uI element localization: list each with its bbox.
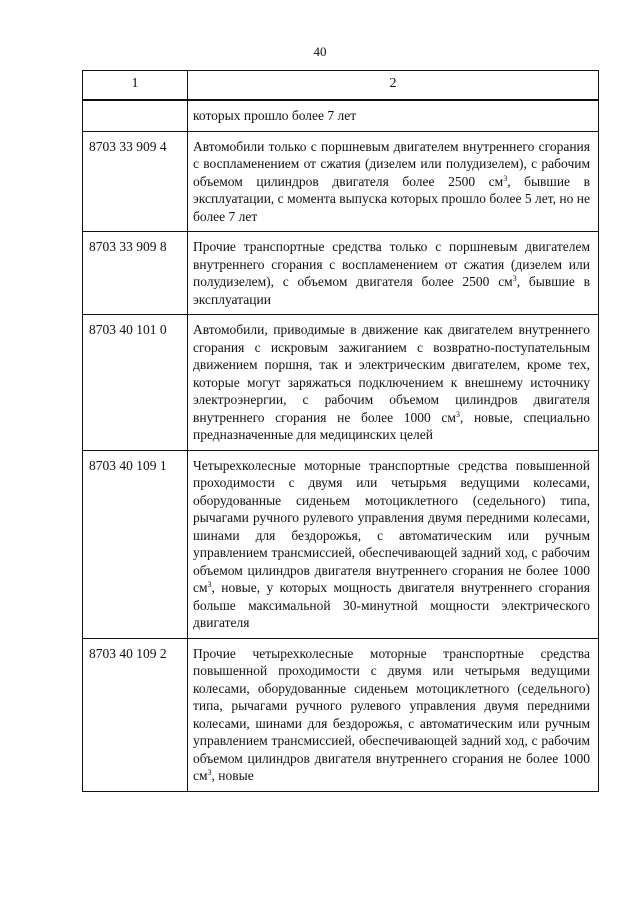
- table-row: [83, 450, 599, 638]
- row-text: Прочие четырехколесные моторные транспортные средства повышенной проходимости с двумя или четырьмя ведущими колесами, оборудованные сиденьем мотоциклетного (седельного) типа, рычагами ручного рулевого управления двумя передними колесами, шинами для бездорожья, с автоматическим или ручным управлением трансмиссией, обеспечивающей задний ход, с рабочим объемом цилиндров двигателя внутреннего сгорания не более 1000 см: [193, 645, 590, 783]
- row-description: [188, 638, 599, 791]
- row-code: 8703 33 909 8: [83, 232, 188, 315]
- superscript: 3: [503, 173, 508, 183]
- table-header-row: [83, 71, 599, 101]
- row-text-after: , новые, специально предназначенные для медицинских целей: [193, 409, 590, 442]
- row-description: [188, 232, 599, 315]
- row-code: 8703 40 101 0: [83, 315, 188, 451]
- row-text-after: , новые: [211, 768, 254, 783]
- table-row: [83, 131, 599, 232]
- table-row: [83, 638, 599, 791]
- row-description: [188, 100, 599, 131]
- page-number: 40: [313, 44, 327, 59]
- row-text: Автомобили, приводимые в движение как двигателем внутреннего сгорания с искровым зажиганием с возвратно-поступательным движением поршня, так и электрическим двигателем, кроме тех, которые могут заряжаться подключением к внешнему источнику электроэнергии, с рабочим объемом цилиндров двигателя внутреннего сгорания не более 1000 см: [193, 322, 590, 425]
- table-row: [83, 100, 599, 131]
- row-description: [188, 131, 599, 232]
- row-code: 8703 33 909 4: [83, 131, 188, 232]
- table-row: [83, 315, 599, 451]
- superscript: 3: [512, 274, 517, 283]
- header-col-2: 2: [188, 71, 599, 101]
- row-text-after: , бывшие в эксплуатации, с момента выпуска которых прошло более 5 лет, но не более 7 лет: [193, 173, 590, 224]
- row-description: [188, 315, 599, 451]
- table-row: [83, 232, 599, 315]
- row-text-after: , новые, у которых мощность двигателя внутреннего сгорания больше максимальной 30-минутной мощности электрического двигателя: [193, 580, 590, 630]
- row-code: 8703 40 109 2: [83, 638, 188, 791]
- row-text-after: , бывшие в эксплуатации: [193, 274, 590, 307]
- row-description: [188, 450, 599, 638]
- row-code: 8703 40 109 1: [83, 450, 188, 638]
- row-text: Прочие транспортные средства только с поршневым двигателем внутреннего сгорания с воспламенением от сжатия (дизелем или полудизелем), с объемом двигателя более 2500 см: [193, 239, 590, 289]
- header-col-1: 1: [83, 71, 188, 101]
- superscript: 3: [207, 580, 212, 589]
- row-text: Четырехколесные моторные транспортные средства повышенной проходимости с двумя или четырьмя ведущими колесами, оборудованные сиденьем мотоциклетного (седельного) типа, рычагами ручного рулевого управления двумя передними колесами, шинами для бездорожья, с автоматическим или ручным управлением трансмиссией, обеспечивающей задний ход, с рабочим объемом цилиндров двигателя внутреннего сгорания не более 1000 см: [193, 457, 590, 595]
- row-code: [83, 100, 188, 131]
- row-text: которых прошло более 7 лет: [193, 108, 357, 123]
- superscript: 3: [207, 768, 212, 777]
- superscript: 3: [455, 409, 460, 419]
- tariff-table: [82, 70, 599, 792]
- row-text: Автомобили только с поршневым двигателем внутреннего сгорания с воспламенением от сжатия (дизелем или полудизелем), с рабочим объемом цилиндров двигателя более 2500 см: [193, 138, 590, 189]
